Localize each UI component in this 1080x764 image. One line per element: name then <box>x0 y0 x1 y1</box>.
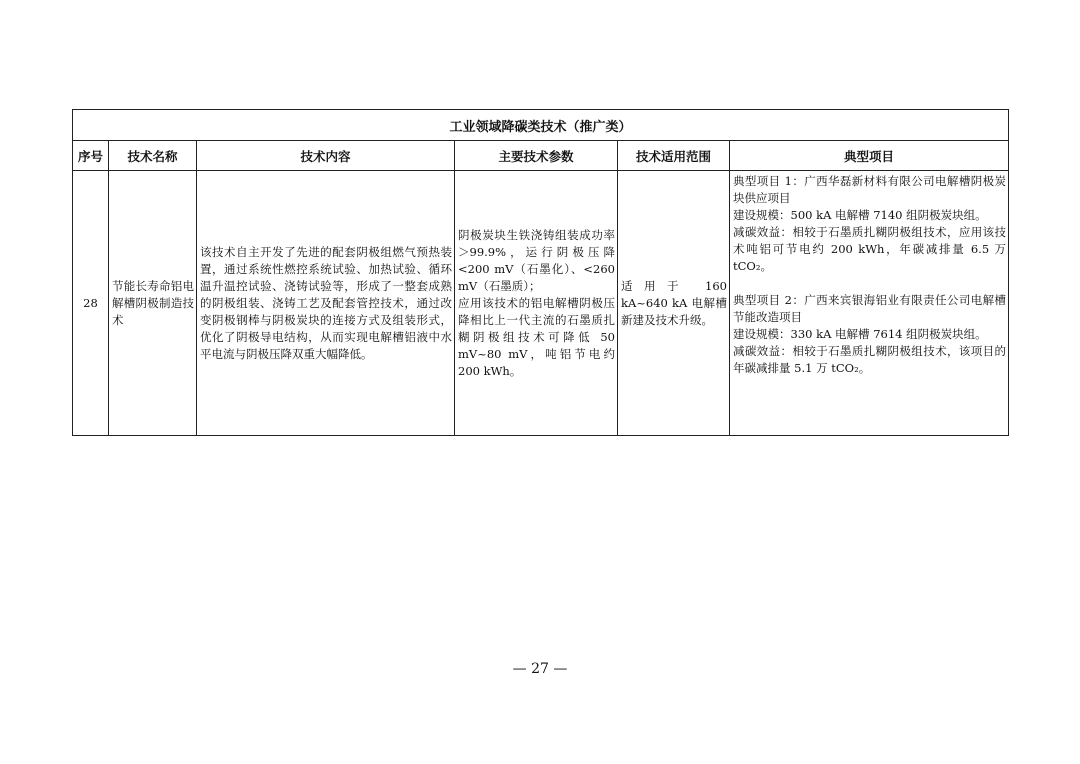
header-serial: 序号 <box>73 141 109 171</box>
project-1-title: 典型项目 1：广西华磊新材料有限公司电解槽阴极炭块供应项目 <box>733 174 1007 205</box>
cell-scope: 适用于 160 kA~640 kA 电解槽新建及技术升级。 <box>618 171 730 436</box>
cell-tech-name: 节能长寿命铝电解槽阴极制造技术 <box>109 171 197 436</box>
header-tech-content: 技术内容 <box>197 141 455 171</box>
project-2-benefit: 减碳效益：相较于石墨质扎糊阴极组技术，该项目的年碳减排量 5.1 万 tCO₂。 <box>733 344 1007 375</box>
header-tech-params: 主要技术参数 <box>455 141 618 171</box>
cell-tech-content: 该技术自主开发了先进的配套阴极组燃气预热装置，通过系统性燃控系统试验、加热试验、循环温升温控试验、浇铸试验等，形成了一整套成熟的阴极组装、浇铸工艺及配套管控技术，通过改变阴极钢棒与阴极炭块的连接方式及组装形式，优化了阴极导电结构，从而实现电解槽铝液中水平电流与阴极压降双重大幅降低。 <box>197 171 455 436</box>
project-2-title: 典型项目 2：广西来宾银海铝业有限责任公司电解槽节能改造项目 <box>733 293 1007 324</box>
header-tech-name: 技术名称 <box>109 141 197 171</box>
project-2-scale: 建设规模：330 kA 电解槽 7614 组阴极炭块组。 <box>733 327 987 341</box>
table-title: 工业领域降碳类技术（推广类） <box>73 110 1009 141</box>
project-1-scale: 建设规模：500 kA 电解槽 7140 组阴极炭块组。 <box>733 208 987 222</box>
cell-serial: 28 <box>73 171 109 436</box>
cell-projects <box>730 171 1009 436</box>
technology-table <box>72 109 1009 436</box>
header-scope: 技术适用范围 <box>618 141 730 171</box>
cell-tech-params <box>455 171 618 436</box>
page-number: — 27 — <box>512 661 568 677</box>
project-separator <box>733 275 1006 292</box>
table-row <box>73 171 1009 436</box>
param-line-1: 阴极炭块生铁浇铸组装成功率＞99.9%，运行阴极压降<200 mV（石墨化）、<260 mV（石墨质）； <box>458 227 615 293</box>
header-projects: 典型项目 <box>730 141 1009 171</box>
param-line-2: 应用该技术的铝电解槽阴极压降相比上一代主流的石墨质扎糊阴极组技术可降低 50 mV~80 mV，吨铝节电约 200 kWh。 <box>458 295 615 378</box>
project-1-benefit: 减碳效益：相较于石墨质扎糊阴极组技术，应用该技术吨铝可节电约 200 kWh，年碳减排量 6.5 万 tCO₂。 <box>733 225 1007 273</box>
